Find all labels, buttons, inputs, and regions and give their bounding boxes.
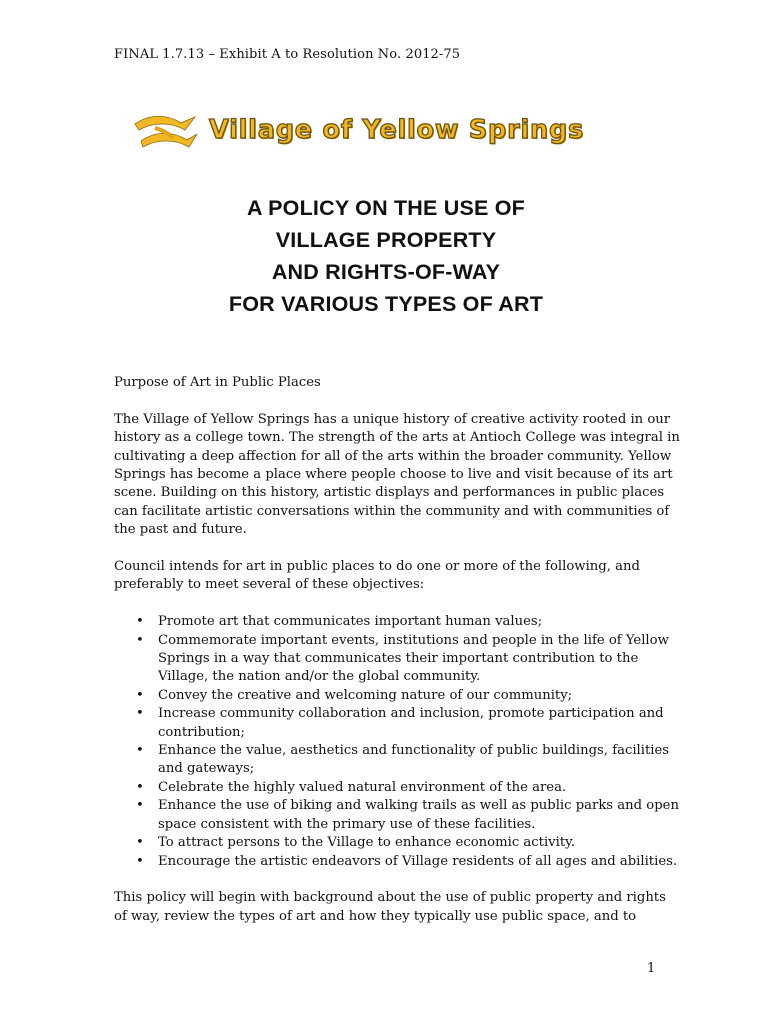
objective-item: • Convey the creative and welcoming nature of our community; bbox=[114, 687, 654, 705]
document-body bbox=[114, 374, 680, 945]
title-line: FOR VARIOUS TYPES OF ART bbox=[228, 292, 544, 316]
intro-paragraph: The Village of Yellow Springs has a unique history of creative activity rooted in our history as a college town. The strength of the arts at Antioch College was integral in cultivating a deep affection for all of the arts within the broader community. Yellow Springs has become a place where people choose to live and visit because of its art scene. Building on this history, artistic displays and performances in public places can facilitate artistic conversations within the community and with communities of the past and future. bbox=[114, 411, 680, 538]
objective-item: • Encourage the artistic endeavors of Village residents of all ages and abilities. bbox=[114, 853, 654, 871]
objective-item: • Increase community collaboration and inclusion, promote participation and contribution; bbox=[114, 705, 654, 742]
closing-paragraph: This policy will begin with background about the use of public property and rights of way, review the types of art and how they typically use public space, and to bbox=[114, 890, 666, 924]
logo-swoosh-icon bbox=[133, 114, 199, 150]
page-number: 1 bbox=[647, 961, 656, 976]
title-line: VILLAGE PROPERTY bbox=[275, 228, 497, 252]
objective-item: • Enhance the use of biking and walking trails as well as public parks and open space consistent with the primary use of these facilities. bbox=[114, 797, 654, 834]
objective-item: • To attract persons to the Village to enhance economic activity. bbox=[114, 834, 654, 852]
title-line: AND RIGHTS-OF-WAY bbox=[271, 260, 501, 284]
logo-text: Village of Yellow Springs bbox=[209, 115, 585, 145]
village-logo bbox=[133, 112, 693, 152]
section-heading: Purpose of Art in Public Places bbox=[114, 375, 321, 390]
objective-item: • Enhance the value, aesthetics and functionality of public buildings, facilities and gateways; bbox=[114, 742, 654, 779]
title-line: A POLICY ON THE USE OF bbox=[247, 196, 525, 220]
objective-item: • Commemorate important events, institutions and people in the life of Yellow Springs in a way that communicates their important contribution to the Village, the nation and/or the global community. bbox=[114, 632, 654, 687]
objective-item: • Promote art that communicates important human values; bbox=[114, 613, 654, 631]
objective-item: • Celebrate the highly valued natural environment of the area. bbox=[114, 779, 654, 797]
objectives-list bbox=[114, 613, 679, 871]
document-header: FINAL 1.7.13 – Exhibit A to Resolution No. 2012-75 bbox=[114, 47, 461, 62]
policy-title bbox=[114, 192, 658, 320]
council-intent-paragraph: Council intends for art in public places to do one or more of the following, and preferably to meet several of these objectives: bbox=[114, 559, 640, 593]
